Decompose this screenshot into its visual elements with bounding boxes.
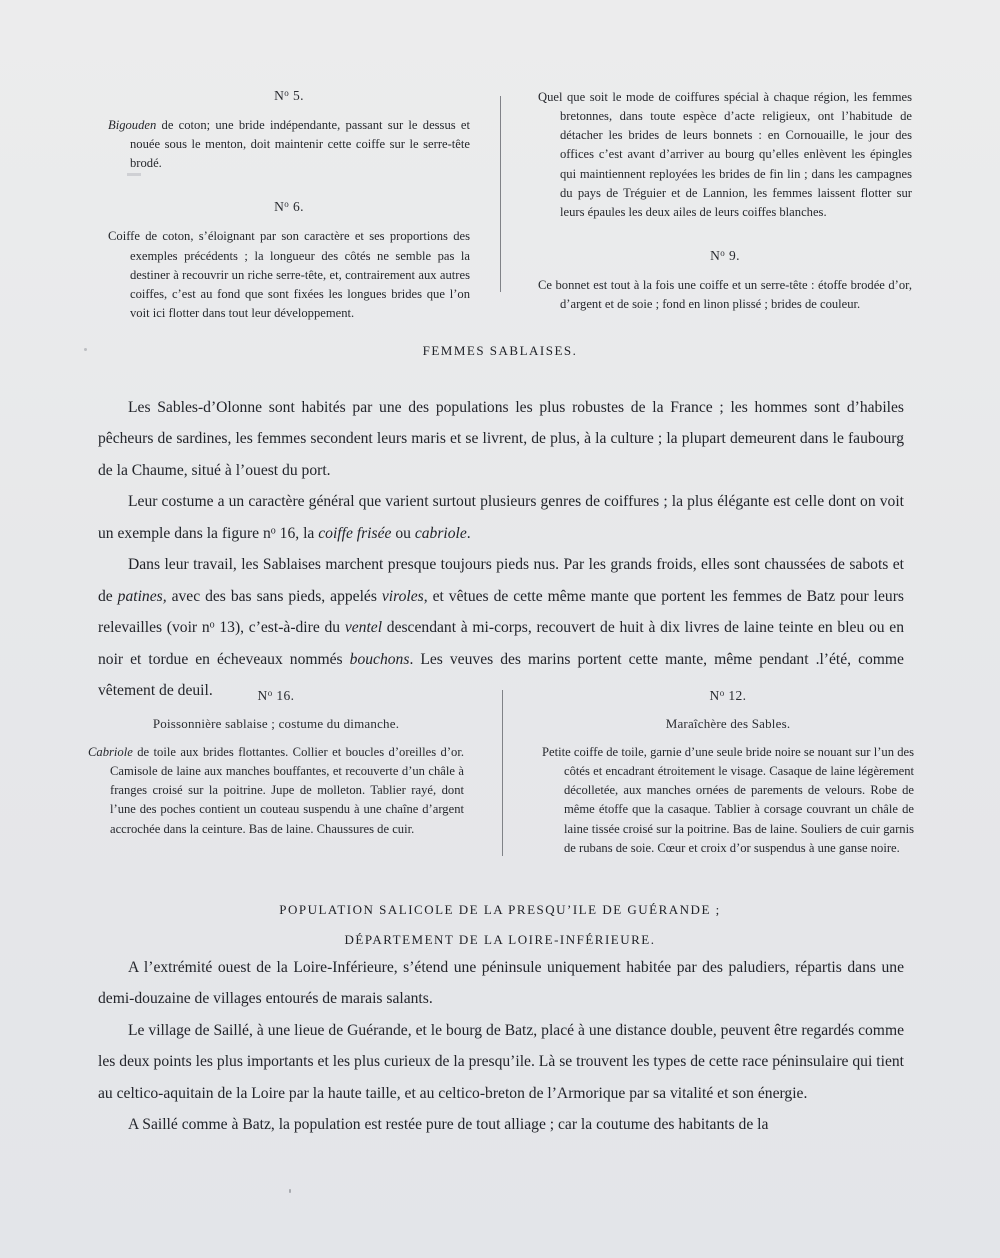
paragraph: A l’extrémité ouest de la Loire-Inférieure, s’étend une péninsule uniquement habitée par des paludiers, répartis dans une demi-douzaine de villages entourés de marais salants.: [98, 959, 904, 1008]
term-viroles: viroles: [381, 587, 424, 605]
ordinal-indicator: o: [270, 525, 276, 537]
note-spacer: [538, 222, 912, 248]
paper-speck: [289, 1189, 291, 1193]
mid-note-no-16-body: Cabriole de toile aux brides flottantes. Collier et boucles d’oreilles d’or. Camisole de laine aux manches bouffantes, et recouverte d’un châle à franges croisé sur la poitrine. Jupe de molleton. Tablier rayé, dont l’une des poches contient un couteau suspendu à une chaîne d’argent accrochée dans la ceinture. Bas de laine. Chaussures de cuir.: [88, 745, 464, 836]
note-general-remark-body: Quel que soit le mode de coiffures spécial à chaque région, les femmes bretonnes, dans toute espèce d’acte religieux, ont l’habitude de détacher les brides de leurs bonnets : en Cornouaille, le jour des offices c’est avant d’arriver au bourg qu’elles enlèvent les épingles qui maintiennent reployées les brides de fin lin ; dans les campagnes du pays de Tréguier et de Lannion, les femmes laissent flotter sur leurs épaules les deux ailes de leurs coiffes blanches.: [538, 90, 912, 219]
term-coiffe-frisee: coiffe frisée: [318, 524, 392, 542]
paragraph: Les Sables-d’Olonne sont habités par une des populations les plus robustes de la France ; les hommes sont d’habiles pêcheurs de sardines, les femmes secondent leurs maris et se livrent, de plus, à la culture ; la plupart demeurent dans le faubourg de la Chaume, situé à l’ouest du port.: [98, 399, 904, 479]
note-no-6: [108, 199, 470, 323]
note-general-remark: [538, 88, 912, 222]
mid-note-no-16: [0, 688, 502, 858]
note-no-5: [108, 88, 470, 173]
paragraph: Dans leur travail, les Sablaises marchent presque toujours pieds nus. Par les grands froids, elles sont chaussées de sabots et de patines, avec des bas sans pieds, appelés viroles, et vêtues de cette même mante que portent les femmes de Batz pour leurs relevailles (voir $n^o$ 13), c’est-à-dire du ventel descendant à mi-corps, recouvert de huit à dix livres de laine teinte en bleu ou en noir et tordue en écheveaux nommés bouchons. Les veuves des marins portent cette mante, même pendant .l’été, comme vêtement de deuil.: [98, 556, 905, 700]
note-no-9-number: $N^o$ 9.: [710, 247, 740, 263]
body-text-population-salicole: [98, 952, 904, 1141]
term-ventel: ventel: [344, 619, 383, 637]
top-notes-left-column: [0, 88, 500, 323]
paragraph: Leur costume a un caractère général que varient surtout plusieurs genres de coiffures ; la plus élégante est celle dont on voit un exemple dans la figure $n^o$ 16, la coiffe frisée ou cabriole.: [98, 493, 904, 542]
ordinal-indicator: o: [284, 88, 290, 99]
body-text-femmes-sablaises: [98, 392, 904, 707]
ordinal-indicator: o: [267, 688, 273, 699]
top-notes-right-column: [500, 88, 1000, 323]
term-patines: patines,: [117, 587, 167, 605]
mid-note-no-12-number: $N^o$ 12.: [709, 688, 747, 703]
paper-speck: [84, 348, 87, 351]
section-heading-line-1: POPULATION SALICOLE DE LA PRESQU’ILE DE GUÉRANDE ;: [279, 902, 721, 917]
section-heading-line-2: DÉPARTEMENT DE LA LOIRE-INFÉRIEURE.: [344, 932, 656, 947]
column-divider-rule-mid: [502, 690, 503, 856]
term-cabriole: cabriole: [414, 524, 467, 542]
paper-speck: [127, 173, 141, 176]
ordinal-indicator: o: [720, 248, 726, 259]
note-no-5-italic-lead: Bigouden: [108, 118, 157, 132]
section-heading-population-salicole: [0, 902, 1000, 948]
note-no-9-body: Ce bonnet est tout à la fois une coiffe et un serre-tête : étoffe brodée d’or, d’argent et de soie ; fond en linon plissé ; brides de couleur.: [538, 277, 912, 312]
ordinal-indicator: o: [719, 688, 725, 699]
mid-note-no-12: [502, 688, 1000, 858]
note-spacer: [108, 173, 470, 199]
ordinal-indicator: o: [209, 619, 215, 631]
column-divider-rule-top: [500, 96, 501, 292]
paragraph: A Saillé comme à Batz, la population est restée pure de tout alliage ; car la coutume des habitants de la: [128, 1116, 769, 1134]
note-no-5-number: $N^o$ 5.: [274, 88, 304, 103]
term-bouchons: bouchons: [349, 650, 410, 668]
mid-notes-block: [0, 688, 1000, 858]
term-cabriole-lead: Cabriole: [88, 745, 133, 759]
mid-note-no-16-caption: Poissonnière sablaise ; costume du dimanche.: [152, 716, 400, 731]
note-no-6-number: $N^o$ 6.: [274, 199, 304, 215]
paragraph: Le village de Saillé, à une lieue de Guérande, et le bourg de Batz, placé à une distance double, peuvent être regardés comme les deux points les plus importants et les plus curieux de la presqu’ile. Là se trouvent les types de cette race péninsulaire qui tient au celtico-aquitain de la Loire par la haute taille, et au celtico-breton de l’Armorique par sa vitalité et son énergie.: [98, 1021, 904, 1102]
note-no-9: [538, 248, 912, 314]
note-no-6-body: Coiffe de coton, s’éloignant par son caractère et ses proportions des exemples précédents ; la longueur des côtés ne semble pas la destiner à recouvrir un riche serre-tête, et, contrairement aux autres coiffes, c’est au fond que sont fixées les longues brides que l’on voit ici flotter dans tout leur développement.: [108, 229, 470, 320]
mid-note-no-12-body: Petite coiffe de toile, garnie d’une seule bride noire se nouant sur l’un des côtés et encadrant étroitement le visage. Casaque de laine légèrement décolletée, aux manches ornées de parements de velours. Robe de même étoffe que la casaque. Tablier à corsage couvrant un châle de laine tissée croisé sur la poitrine. Bas de laine. Souliers de cuir garnis de rubans de soie. Cœur et croix d’or suspendus à une ganse noire.: [542, 745, 914, 855]
ordinal-indicator: o: [284, 199, 290, 210]
mid-note-no-16-number: $N^o$ 16.: [257, 688, 295, 703]
note-no-5-body: Bigouden de coton; une bride indépendante, passant sur le dessus et nouée sous le menton, doit maintenir cette coiffe sur le serre-tête brodé.: [108, 118, 470, 171]
section-heading-femmes-sablaises: FEMMES SABLAISES.: [422, 343, 578, 358]
mid-note-no-12-caption: Maraîchère des Sables.: [665, 716, 791, 731]
